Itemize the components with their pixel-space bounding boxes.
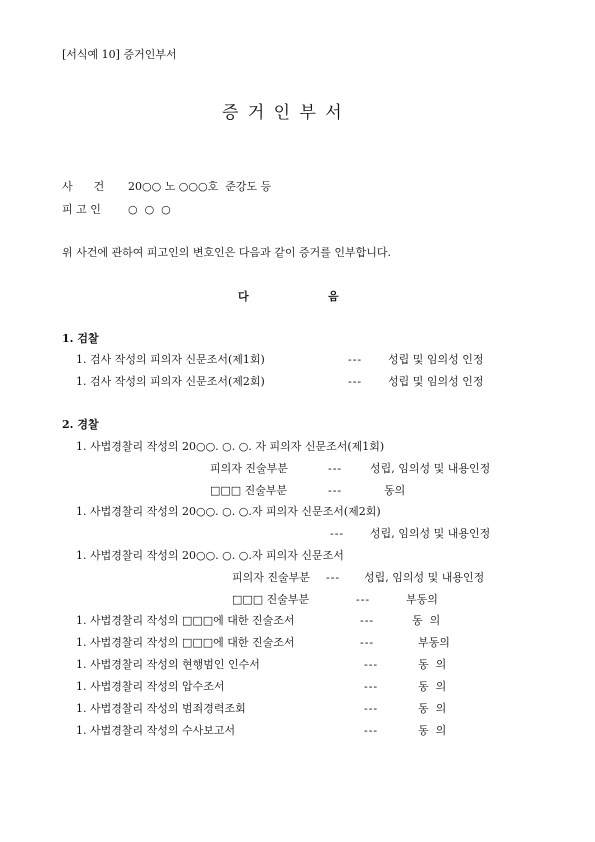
- separator: ---: [360, 614, 375, 627]
- separator: ---: [328, 462, 343, 475]
- section-heading-police: 2. 경찰: [62, 418, 99, 431]
- opinion: 동 의: [418, 680, 447, 693]
- list-item: 1. 사법경찰리 작성의 압수조서: [76, 680, 225, 693]
- opinion: 성립 및 임의성 인정: [388, 375, 484, 388]
- sub-item: □□□ 진술부분: [232, 593, 310, 606]
- opinion: 성립 및 임의성 인정: [388, 353, 484, 366]
- opinion: 부동의: [418, 636, 450, 649]
- separator: ---: [364, 658, 379, 671]
- opinion: 성립, 임의성 및 내용인정: [364, 571, 485, 584]
- opinion: 동 의: [418, 724, 447, 737]
- defendant-value: ○ ○ ○: [128, 203, 171, 216]
- document-title: 증 거 인 부 서: [222, 103, 342, 123]
- sub-item: □□□ 진술부분: [210, 484, 288, 497]
- case-label: 사 건: [62, 180, 105, 193]
- opinion: 성립, 임의성 및 내용인정: [370, 462, 491, 475]
- opinion: 동 의: [412, 614, 441, 627]
- opinion: 동 의: [418, 658, 447, 671]
- list-item: 1. 검사 작성의 피의자 신문조서(제2회): [76, 375, 265, 388]
- section-heading-prosecution: 1. 검찰: [62, 332, 99, 345]
- separator: ---: [348, 375, 363, 388]
- following-left: 다: [238, 290, 249, 303]
- separator: ---: [328, 484, 343, 497]
- list-item: 1. 사법경찰리 작성의 □□□에 대한 진술조서: [76, 614, 295, 627]
- separator: ---: [326, 571, 341, 584]
- list-item: 1. 검사 작성의 피의자 신문조서(제1회): [76, 353, 265, 366]
- list-item: 1. 사법경찰리 작성의 수사보고서: [76, 724, 236, 737]
- separator: ---: [348, 353, 363, 366]
- separator: ---: [364, 724, 379, 737]
- sub-item: 피의자 진술부분: [232, 571, 310, 584]
- opinion: 동의: [384, 484, 406, 497]
- separator: ---: [356, 593, 371, 606]
- opinion: 성립, 임의성 및 내용인정: [370, 527, 491, 540]
- case-value: 20○○ 노 ○○○호 준강도 등: [128, 180, 272, 193]
- separator: ---: [364, 702, 379, 715]
- list-item: 1. 사법경찰리 작성의 현행범인 인수서: [76, 658, 260, 671]
- list-item: 1. 사법경찰리 작성의 20○○. ○. ○.자 피의자 신문조서: [76, 549, 344, 562]
- defendant-label: 피 고 인: [62, 203, 101, 216]
- opinion: 동 의: [418, 702, 447, 715]
- form-label: [서식예 10] 증거인부서: [62, 48, 177, 61]
- list-item: 1. 사법경찰리 작성의 □□□에 대한 진술조서: [76, 636, 295, 649]
- separator: ---: [364, 680, 379, 693]
- intro-text: 위 사건에 관하여 피고인의 변호인은 다음과 같이 증거를 인부합니다.: [62, 246, 391, 259]
- separator: ---: [330, 527, 345, 540]
- list-item: 1. 사법경찰리 작성의 범죄경력조회: [76, 702, 246, 715]
- sub-item: 피의자 진술부분: [210, 462, 288, 475]
- opinion: 부동의: [406, 593, 438, 606]
- list-item: 1. 사법경찰리 작성의 20○○. ○. ○.자 피의자 신문조서(제2회): [76, 505, 381, 518]
- separator: ---: [360, 636, 375, 649]
- following-right: 음: [328, 290, 339, 303]
- list-item: 1. 사법경찰리 작성의 20○○. ○. ○. 자 피의자 신문조서(제1회): [76, 440, 385, 453]
